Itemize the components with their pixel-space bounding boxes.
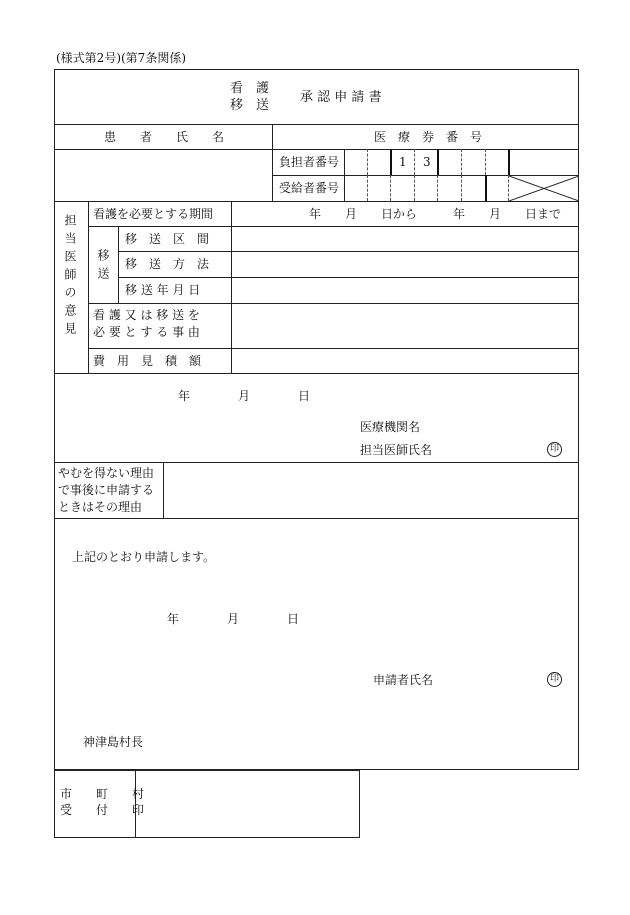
transport-label: 移送 [96, 249, 110, 285]
institution-label: 医療機関名 [360, 420, 421, 434]
form-number: (様式第2号)(第7条関係) [56, 51, 186, 65]
late-reason-line3: ときはその理由 [58, 500, 143, 514]
patient-name-header: 患 者 氏 名 [104, 130, 225, 144]
doctor-name-label: 担当医師氏名 [360, 443, 433, 457]
reception-label-line2: 受 付 印 [60, 803, 145, 817]
nursing-period-label: 看護を必要とする期間 [93, 207, 214, 221]
reception-label-line1: 市 町 村 [60, 787, 145, 801]
payer-digit-3: 1 [399, 155, 407, 169]
application-date: 年 月 日 [167, 612, 300, 626]
cost-estimate-label: 費 用 見 積 額 [93, 354, 202, 368]
nursing-period-value: 年 月 日から 年 月 日まで [309, 207, 562, 221]
title-nursing: 看 護 [230, 81, 270, 96]
transport-section-label: 移 送 区 間 [125, 232, 210, 246]
applicant-seal-mark: 印 [547, 672, 562, 687]
application-statement: 上記のとおり申請します。 [72, 550, 216, 564]
page-title: 承 認 申 請 書 [300, 90, 382, 105]
payer-number-label: 負担者番号 [279, 155, 340, 169]
cross-mark [509, 176, 579, 201]
doctor-opinion-side-label: 担当医師の意見 [63, 214, 77, 340]
doctor-seal-mark: 印 [547, 442, 562, 457]
reason-label-line2: 必 要 と す る 事 由 [93, 325, 200, 339]
late-reason-line2: で事後に申請する [58, 483, 155, 497]
reason-label-line1: 看 護 又 は 移 送 を [93, 308, 200, 322]
doctor-date: 年 月 日 [178, 389, 311, 403]
addressee: 神津島村長 [83, 735, 144, 749]
recipient-number-label: 受給者番号 [279, 181, 340, 195]
late-reason-line1: やむを得ない理由 [58, 466, 155, 480]
transport-method-label: 移 送 方 法 [125, 257, 210, 271]
medical-ticket-header: 医 療 券 番 号 [374, 130, 483, 144]
title-transport: 移 送 [230, 98, 270, 113]
applicant-name-label: 申請者氏名 [373, 673, 434, 687]
payer-digit-4: 3 [423, 155, 431, 169]
transport-date-label: 移 送 年 月 日 [125, 283, 201, 297]
